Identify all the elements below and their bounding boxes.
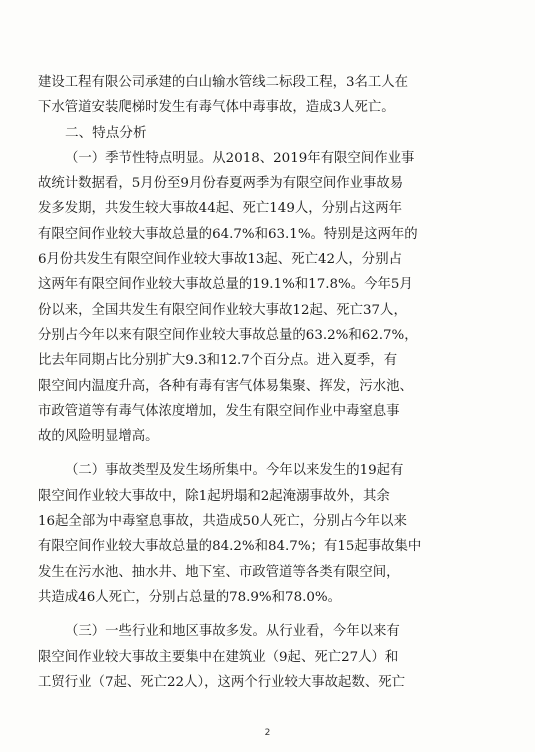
body-line: 比去年同期占比分别扩大9.3和12.7个百分点。进入夏季，有 bbox=[38, 353, 398, 369]
body-line: 这两年有限空间作业较大事故总量的19.1%和17.8%。今年5月 bbox=[38, 277, 413, 293]
document-body bbox=[38, 70, 500, 695]
page-number: 2 bbox=[264, 728, 271, 738]
body-line: 6月份共发生有限空间作业较大事故13起、死亡42人，分别占 bbox=[38, 252, 402, 268]
paragraph-first-line: （一）季节性特点明显。从2018、2019年有限空间作业事 bbox=[65, 150, 415, 166]
body-line: 16起全部为中毒窒息事故，共造成50人死亡，分别占今年以来 bbox=[38, 514, 407, 530]
paragraph-first-line: （二）事故类型及发生场所集中。今年以来发生的19起有 bbox=[65, 463, 404, 479]
body-line: 分别占今年以来有限空间作业较大事故总量的63.2%和62.7%， bbox=[38, 327, 418, 343]
body-line: 限空间内温度升高，各种有毒有害气体易集聚、挥发，污水池、 bbox=[38, 378, 413, 394]
paragraph-first-line: （三）一些行业和地区事故多发。从行业看，今年以来有 bbox=[65, 624, 400, 640]
body-line: 工贸行业（7起、死亡22人），这两个行业较大事故起数、死亡 bbox=[38, 674, 406, 690]
body-line: 限空间作业较大事故主要集中在建筑业（9起、死亡27人）和 bbox=[38, 649, 399, 665]
section-heading: 二、特点分析 bbox=[65, 124, 147, 141]
body-line: 市政管道等有毒气体浓度增加，发生有限空间作业中毒窒息事 bbox=[38, 403, 400, 419]
body-line: 下水管道安装爬梯时发生有毒气体中毒事故，造成3人死亡。 bbox=[38, 100, 395, 116]
body-line: 故统计数据看，5月份至9月份春夏两季为有限空间作业事故易 bbox=[38, 176, 404, 192]
body-line: 建设工程有限公司承建的白山输水管线二标段工程，3名工人在 bbox=[38, 75, 409, 90]
paragraph-gap bbox=[38, 610, 500, 619]
body-line: 份以来，全国共发生有限空间作业较大事故12起、死亡37人， bbox=[38, 302, 407, 318]
body-line: 发多发期，共发生较大事故44起、死亡149人，分别占这两年 bbox=[38, 201, 402, 217]
body-line: 发生在污水池、抽水井、地下室、市政管道等各类有限空间， bbox=[38, 564, 400, 580]
body-line: 共造成46人死亡，分别占总量的78.9%和78.0%。 bbox=[38, 589, 341, 605]
body-line: 故的风险明显增高。 bbox=[38, 429, 159, 445]
body-line: 有限空间作业较大事故总量的64.7%和63.1%。特别是这两年的 bbox=[38, 226, 418, 242]
paragraph-gap bbox=[38, 449, 500, 458]
body-line: 有限空间作业较大事故总量的84.2%和84.7%；有15起事故集中 bbox=[38, 539, 422, 555]
body-line: 限空间作业较大事故中，除1起坍塌和2起淹溺事故外，其余 bbox=[38, 488, 390, 504]
